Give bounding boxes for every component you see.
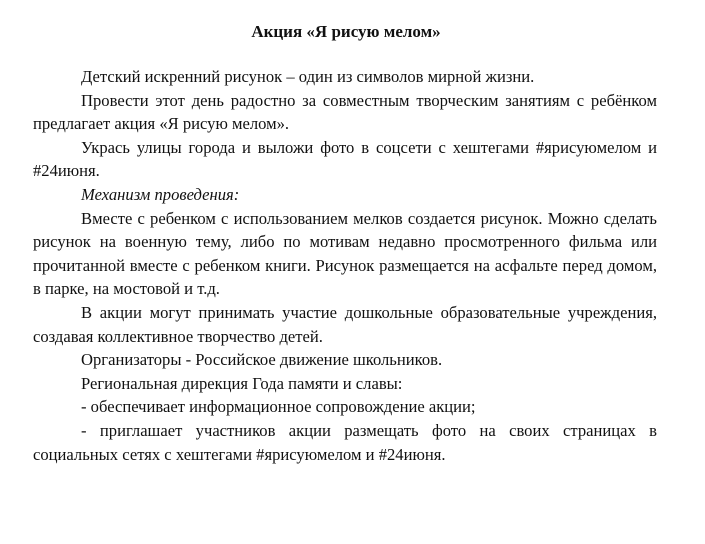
paragraph-hashtags: Укрась улицы города и выложи фото в соцсети с хештегами #ярисуюмелом и #24июня. <box>33 137 657 181</box>
paragraph-mechanism-heading: Механизм проведения: <box>81 184 240 204</box>
paragraph-organizers: Организаторы - Российское движение школьников. <box>81 350 443 370</box>
paragraph-participants: В акции могут принимать участие дошкольные образовательные учреждения, создавая коллективное творчество детей. <box>33 302 657 346</box>
paragraph-directorate: Региональная дирекция Года памяти и славы: <box>81 373 403 393</box>
paragraph-intro: Детский искренний рисунок – один из символов мирной жизни. <box>81 67 535 86</box>
paragraph-mechanism: Вместе с ребенком с использованием мелков создается рисунок. Можно сделать рисунок на военную тему, либо по мотивам недавно просмотренного фильма или прочитанной вместе с ребенком книги. Рисунок размещается на асфальте перед домом, в парке, на мостовой и т.д. <box>33 208 657 299</box>
paragraph-invitation: - приглашает участников акции размещать фото на своих страницах в социальных сетях с хештегами #ярисуюмелом и #24июня. <box>33 420 657 464</box>
document-page <box>33 20 657 466</box>
paragraph-proposal: Провести этот день радостно за совместным творческим занятиям с ребёнком предлагает акция «Я рисую мелом». <box>33 90 657 134</box>
paragraph-support: - обеспечивает информационное сопровождение акции; <box>81 397 476 417</box>
document-title: Акция «Я рисую мелом» <box>251 22 441 41</box>
